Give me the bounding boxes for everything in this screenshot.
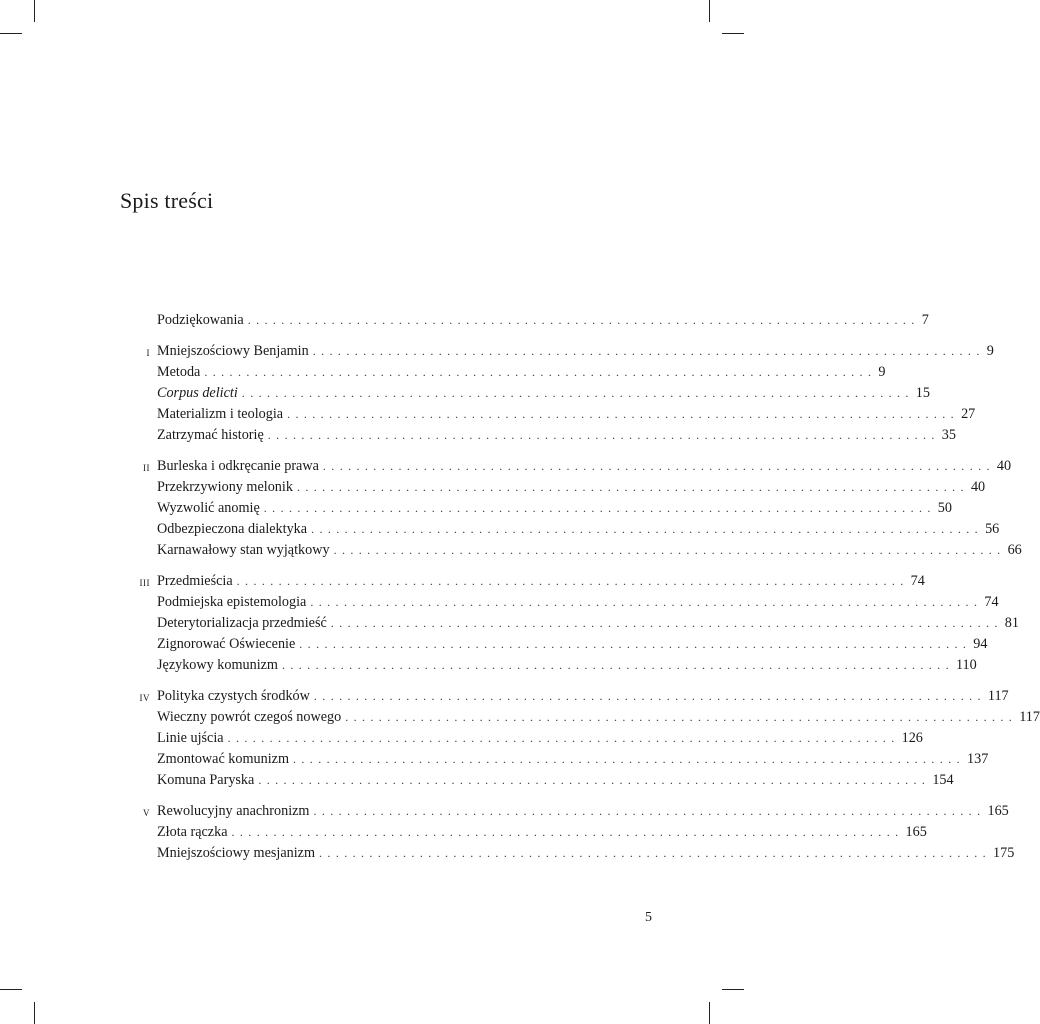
toc-entry-page: 110 xyxy=(955,657,977,673)
page-title: Spis treści xyxy=(120,188,214,213)
dot-leader: ................................................................................ xyxy=(313,804,986,818)
toc-entry-page: 50 xyxy=(937,500,952,516)
toc-entry-page: 81 xyxy=(1004,615,1019,631)
table-of-contents xyxy=(120,310,1040,874)
dot-leader: ................................................................................ xyxy=(227,731,900,745)
toc-entry-page: 74 xyxy=(910,573,925,589)
toc-entry[interactable] xyxy=(120,362,886,383)
toc-entry-title: Zatrzymać historię xyxy=(157,427,264,443)
dot-leader: ................................................................................ xyxy=(247,313,920,327)
toc-section xyxy=(120,341,994,446)
toc-entry[interactable] xyxy=(120,728,923,749)
toc-entry-page: 66 xyxy=(1007,542,1022,558)
toc-entry[interactable] xyxy=(120,498,952,519)
toc-entry-page: 35 xyxy=(941,427,956,443)
toc-entry-title: Materializm i teologia xyxy=(157,406,284,422)
page-number: 5 xyxy=(645,910,652,925)
toc-section xyxy=(120,456,1022,561)
toc-section xyxy=(120,801,1015,864)
dot-leader: ................................................................................ xyxy=(263,501,936,515)
toc-entry[interactable] xyxy=(120,634,988,655)
toc-entry-title: Deterytorializacja przedmieść xyxy=(157,615,327,631)
toc-entry-title: Corpus delicti xyxy=(157,385,238,401)
toc-entry[interactable] xyxy=(120,801,1009,822)
chapter-number: v xyxy=(143,804,150,819)
toc-entry[interactable] xyxy=(120,707,1040,728)
toc-entry-title: Mniejszościowy Benjamin xyxy=(157,343,309,359)
toc-entry-title: Językowy komunizm xyxy=(157,657,278,673)
toc-entry-page: 7 xyxy=(921,312,929,328)
toc-entry-page: 117 xyxy=(1019,709,1040,725)
toc-entry-title: Burleska i odkręcanie prawa xyxy=(157,458,319,474)
toc-entry[interactable] xyxy=(120,843,1015,864)
crop-mark xyxy=(722,989,744,990)
toc-entry-title: Zmontować komunizm xyxy=(157,751,289,767)
toc-entry-page: 40 xyxy=(996,458,1012,474)
toc-entry-title: Wyzwolić anomię xyxy=(157,500,260,516)
toc-entry[interactable] xyxy=(120,749,989,770)
toc-entry[interactable] xyxy=(120,477,986,498)
dot-leader: ................................................................................ xyxy=(281,658,954,672)
crop-mark xyxy=(722,33,744,34)
toc-entry-title: Linie ujścia xyxy=(157,730,224,746)
toc-entry-page: 74 xyxy=(984,594,999,610)
crop-mark xyxy=(709,1002,710,1024)
dot-leader: ................................................................................ xyxy=(293,752,965,766)
toc-entry[interactable] xyxy=(120,655,977,676)
toc-entry-page: 126 xyxy=(901,730,923,746)
toc-entry-page: 137 xyxy=(967,751,989,767)
toc-entry[interactable] xyxy=(120,519,1000,540)
toc-entry-title: Przekrzywiony melonik xyxy=(157,479,293,495)
chapter-number: ii xyxy=(143,459,150,474)
toc-entry-title: Podmiejska epistemologia xyxy=(157,594,307,610)
dot-leader: ................................................................................ xyxy=(267,428,940,442)
toc-entry-page: 56 xyxy=(985,521,1000,537)
dot-leader: ................................................................................ xyxy=(287,407,960,421)
toc-entry[interactable] xyxy=(120,456,1012,477)
toc-entry-title: Karnawałowy stan wyjątkowy xyxy=(157,542,330,558)
toc-entry-title: Rewolucyjny anachronizm xyxy=(157,803,310,819)
toc-entry-title: Zignorować Oświecenie xyxy=(157,636,296,652)
toc-entry-page: 165 xyxy=(987,803,1009,819)
chapter-number: iv xyxy=(139,689,150,704)
toc-entry[interactable] xyxy=(120,540,1022,561)
toc-entry-title: Przedmieścia xyxy=(157,573,233,589)
dot-leader: ................................................................................ xyxy=(299,637,972,651)
toc-entry-page: 117 xyxy=(987,688,1009,704)
dot-leader: ................................................................................ xyxy=(313,689,986,703)
toc-entry[interactable] xyxy=(120,571,925,592)
toc-section xyxy=(120,686,1040,791)
toc-entry-title: Metoda xyxy=(157,364,201,380)
toc-entry-page: 175 xyxy=(993,845,1015,861)
dot-leader: ................................................................................ xyxy=(345,710,1018,724)
crop-mark xyxy=(34,0,35,22)
toc-entry[interactable] xyxy=(120,686,1009,707)
crop-mark xyxy=(34,1002,35,1024)
toc-entry-page: 9 xyxy=(878,364,886,380)
toc-entry-title: Odbezpieczona dialektyka xyxy=(157,521,308,537)
dot-leader: ................................................................................ xyxy=(204,365,877,379)
dot-leader: ................................................................................ xyxy=(258,773,931,787)
toc-entry-page: 40 xyxy=(970,479,986,495)
dot-leader: ................................................................................ xyxy=(333,543,1006,557)
toc-entry[interactable] xyxy=(120,310,929,331)
toc-entry[interactable] xyxy=(120,383,930,404)
toc-entry[interactable] xyxy=(120,822,927,843)
toc-section xyxy=(120,571,1019,676)
dot-leader: ................................................................................ xyxy=(322,459,995,473)
crop-mark xyxy=(0,989,22,990)
chapter-number: i xyxy=(146,344,150,359)
toc-entry[interactable] xyxy=(120,770,954,791)
dot-leader: ................................................................................ xyxy=(241,386,914,400)
dot-leader: ................................................................................ xyxy=(312,344,985,358)
toc-entry-title: Mniejszościowy mesjanizm xyxy=(157,845,316,861)
toc-entry-page: 154 xyxy=(932,772,954,788)
dot-leader: ................................................................................ xyxy=(296,480,969,494)
toc-entry-title: Podziękowania xyxy=(157,312,244,328)
dot-leader: ................................................................................ xyxy=(236,574,909,588)
toc-entry[interactable] xyxy=(120,425,956,446)
toc-entry[interactable] xyxy=(120,592,999,613)
toc-entry-page: 27 xyxy=(961,406,976,422)
dot-leader: ................................................................................ xyxy=(231,825,904,839)
toc-entry-title: Komuna Paryska xyxy=(157,772,255,788)
crop-mark xyxy=(0,33,22,34)
chapter-number: iii xyxy=(139,574,150,589)
toc-entry-page: 15 xyxy=(915,385,930,401)
toc-entry[interactable] xyxy=(120,404,976,425)
dot-leader: ................................................................................ xyxy=(310,595,983,609)
toc-entry[interactable] xyxy=(120,613,1019,634)
toc-entry-title: Polityka czystych środków xyxy=(157,688,310,704)
toc-entry-page: 165 xyxy=(905,824,927,840)
toc-entry-title: Wieczny powrót czegoś nowego xyxy=(157,709,342,725)
toc-section xyxy=(120,310,929,331)
toc-entry-page: 9 xyxy=(986,343,994,359)
crop-mark xyxy=(709,0,710,22)
dot-leader: ................................................................................ xyxy=(330,616,1003,630)
toc-entry-page: 94 xyxy=(973,636,988,652)
dot-leader: ................................................................................ xyxy=(311,522,984,536)
toc-entry[interactable] xyxy=(120,341,994,362)
dot-leader: ................................................................................ xyxy=(319,846,992,860)
toc-entry-title: Złota rączka xyxy=(157,824,228,840)
